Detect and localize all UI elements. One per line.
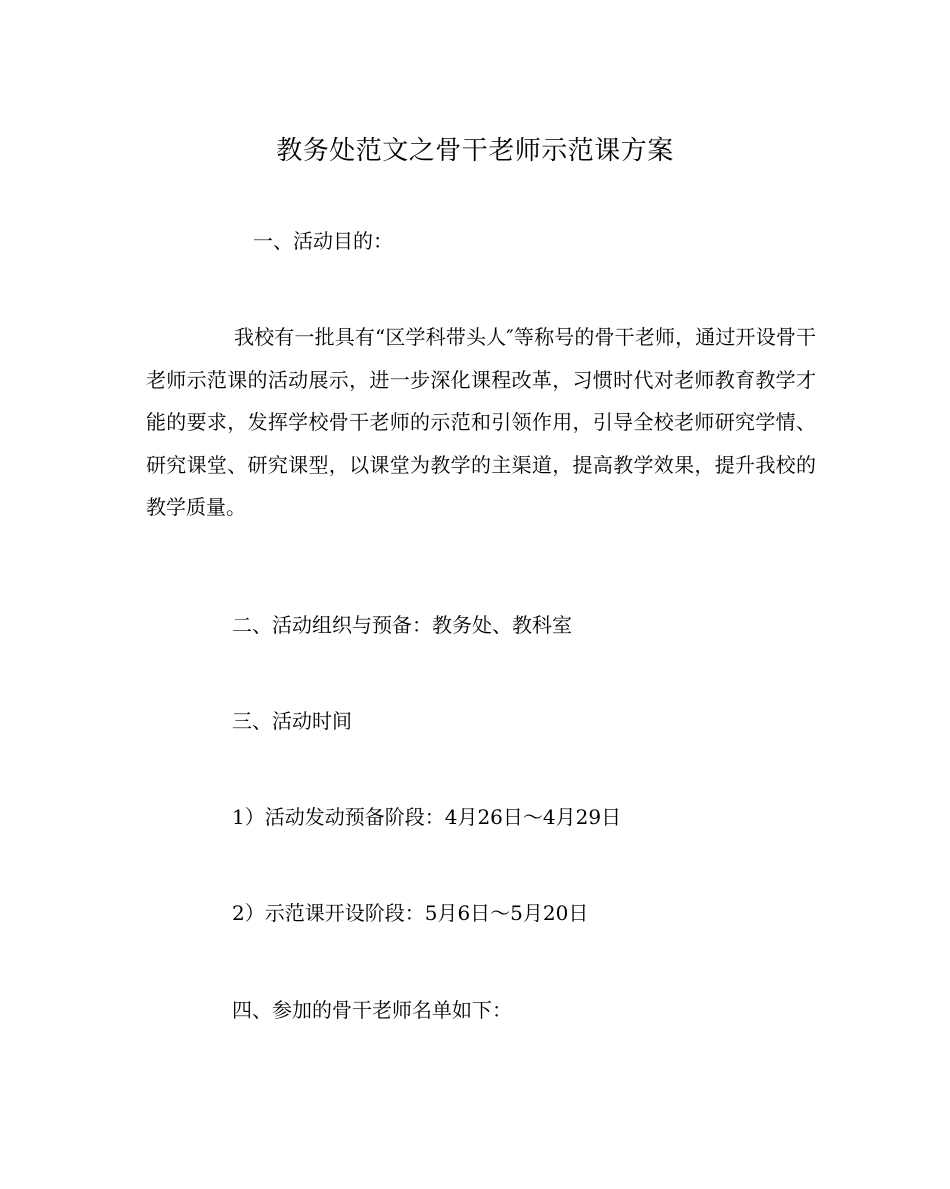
section-body-purpose	[146, 316, 816, 529]
section-heading-teacher-list: 四、参加的骨干老师名单如下：	[232, 998, 512, 1022]
document-title: 教务处范文之骨干老师示范课方案	[276, 136, 674, 166]
section-heading-time: 三、活动时间	[232, 709, 352, 733]
time-item-demonstration: 2）示范课开设阶段：5月6日～5月20日	[232, 901, 589, 925]
section-heading-purpose: 一、活动目的：	[253, 229, 393, 253]
purpose-paragraph: 我校有一批具有“区学科带头人″等称号的骨干老师，通过开设骨干老师示范课的活动展示，进一步深化课程改革，习惯时代对老师教育教学才能的要求，发挥学校骨干老师的示范和引领作用，引导全校老师研究学情、研究课堂、研究课型，以课堂为教学的主渠道，提高教学效果，提升我校的教学质量。	[146, 325, 816, 520]
section-heading-organization: 二、活动组织与预备：教务处、教科室	[232, 613, 572, 637]
time-item-preparation: 1）活动发动预备阶段：4月26日～4月29日	[232, 805, 622, 829]
